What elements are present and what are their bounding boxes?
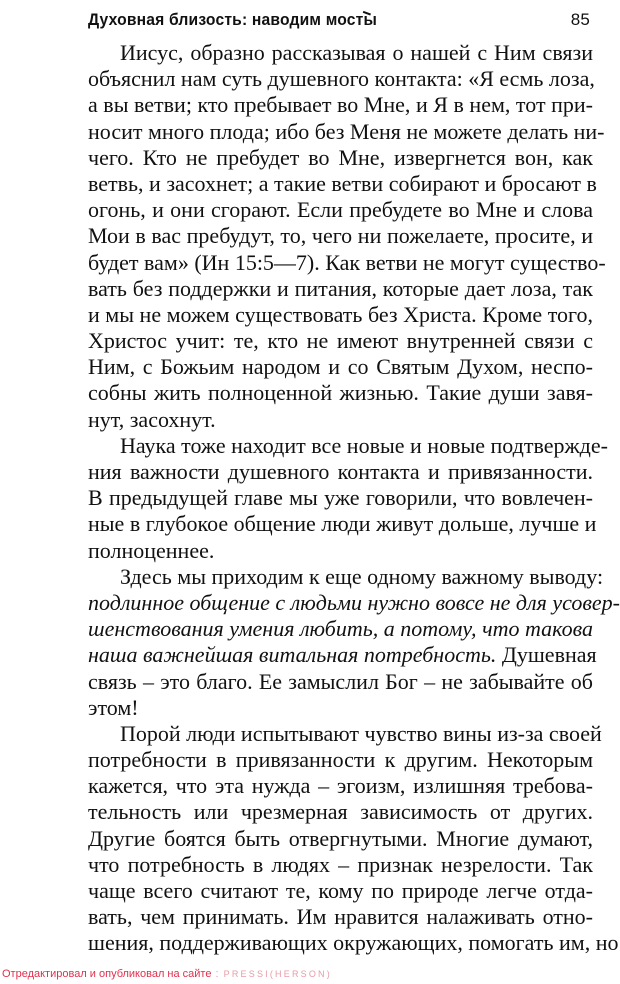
text-line: нут, засохнут. (88, 406, 216, 432)
italic-run: наша важнейшая витальная потребность. (88, 642, 497, 668)
watermark-separator: : (211, 968, 224, 980)
text-line: ные в глубокое общение люди живут дольше, лучше и (88, 511, 597, 537)
text-line: Другие боятся быть отвергнутыми. Многие думают, (88, 825, 593, 851)
text-line: тельность или чрезмерная зависимость от других. (88, 799, 593, 825)
text-line: вать, чем принимать. Им нравится налаживать отно- (88, 904, 593, 930)
text-line: собны жить полноценной жизнью. Такие души завя- (88, 380, 593, 406)
running-header (88, 10, 590, 34)
watermark-footer (2, 968, 332, 980)
text-line: В предыдущей главе мы уже говорили, что вовлечен- (88, 485, 593, 511)
text-line: ветвь, и засохнет; а такие ветви собирают и бросают в (88, 170, 597, 196)
watermark-brand: PRESSI(HERSON) (223, 969, 332, 979)
text-line: вать без поддержки и питания, которые дает лоза, так (88, 275, 593, 301)
watermark-text: Отредактировал и опубликовал на сайте (2, 968, 212, 980)
text-line: потребности в привязанности к другим. Некоторым (88, 747, 593, 773)
page-number: 85 (570, 10, 590, 29)
text-line: чего. Кто не пребудет во Мне, извергнется вон, как (88, 144, 593, 170)
text-line: а вы ветви; кто пребывает во Мне, и Я в нем, тот при- (88, 92, 593, 118)
body-text (88, 40, 620, 957)
text-line: связь – это благо. Ее замыслил Бог – не забывайте об (88, 668, 593, 694)
text-line: Иисус, образно рассказывая о нашей с Ним связи (120, 40, 593, 65)
text-line: Наука тоже находит все новые и новые подтвержде- (120, 432, 608, 458)
text-line: огонь, и они сгорают. Если пребудете во Мне и слова (88, 197, 593, 223)
text-line (88, 642, 597, 668)
text-line: Христос учит: те, кто не имеют внутренней связи с (88, 328, 593, 354)
text-line: кажется, что эта нужда – эгоизм, излишняя требова- (88, 773, 593, 799)
text-line: ния важности душевного контакта и привязанности. (88, 459, 593, 484)
text-line: носит много плода; ибо без Меня не можете делать ни- (88, 118, 605, 144)
text-line: подлинное общение с людьми нужно вовсе не для усовер- (88, 589, 620, 615)
text-line: шения, поддерживающих окружающих, помогать им, но (88, 930, 619, 956)
text-line: будет вам» (Ин 15:5—7). Как ветви не могут существо- (88, 249, 606, 275)
text-line: чаще всего считают те, кому по природе легче отда- (88, 878, 593, 903)
chapter-title: Духовная близость: наводим мосты (88, 10, 378, 29)
text-line: Мои в вас пребудут, то, чего ни пожелаете, просите, и (88, 223, 593, 249)
text-line: Здесь мы приходим к еще одному важному выводу: (120, 563, 604, 589)
text-line: шенствования умения любить, а потому, что такова (88, 616, 593, 642)
text-line: Порой люди испытывают чувство вины из-за своей (120, 720, 602, 746)
text-line: полноценнее. (88, 537, 215, 563)
text-line: что потребность в людях – признак незрелости. Так (88, 851, 593, 877)
text-line: Ним, с Божьим народом и со Святым Духом, неспо- (88, 354, 593, 380)
text-line: объяснил нам суть душевного контакта: «Я есмь лоза, (88, 66, 595, 92)
text-line: этом! (88, 694, 139, 720)
regular-run: Душевная (496, 642, 597, 668)
text-line: и мы не можем существовать без Христа. Кроме того, (88, 301, 593, 327)
